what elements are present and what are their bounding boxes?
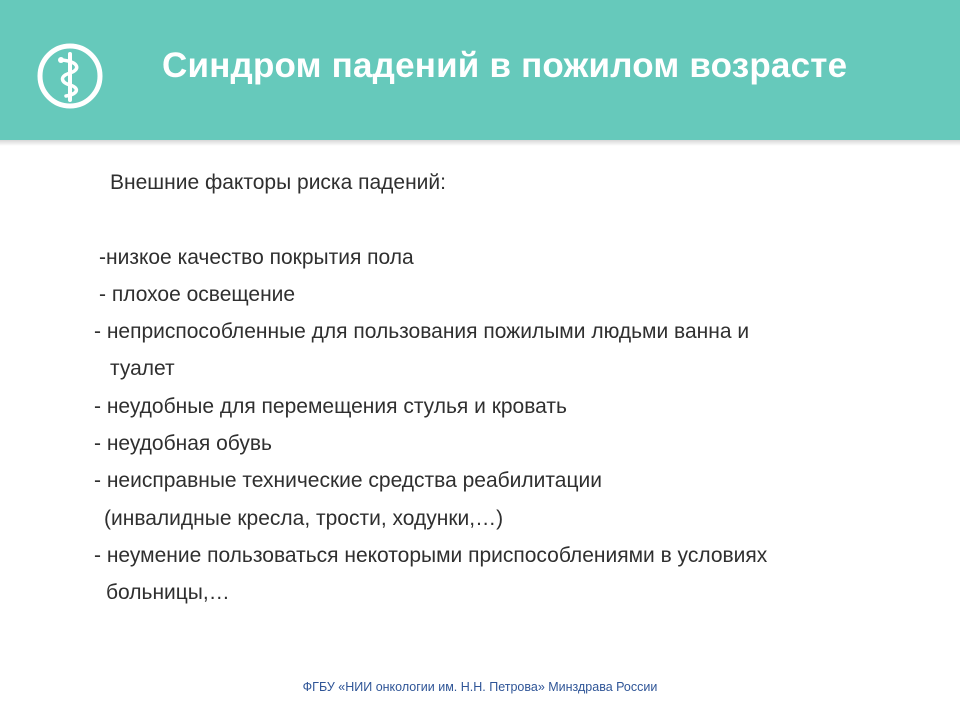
list-item: - неудобные для перемещения стулья и кровать (94, 395, 567, 418)
slide-title: Синдром падений в пожилом возрасте (162, 46, 848, 85)
list-item: - неудобная обувь (94, 432, 272, 455)
content-heading: Внешние факторы риска падений: (110, 171, 446, 194)
list-item-continuation: больницы,… (106, 581, 230, 604)
footer-institution: ФГБУ «НИИ онкологии им. Н.Н. Петрова» Минздрава России (302, 680, 658, 694)
list-item: - плохое освещение (99, 283, 296, 306)
list-item: - неисправные технические средства реабилитации (94, 469, 602, 492)
list-item-continuation: (инвалидные кресла, трости, ходунки,…) (104, 507, 504, 530)
list-item: - неприспособленные для пользования пожилыми людьми ванна и (94, 320, 750, 343)
list-item-continuation: туалет (110, 357, 175, 380)
list-item: -низкое качество покрытия пола (99, 246, 414, 269)
list-item: - неумение пользоваться некоторыми приспособлениями в условиях (94, 544, 768, 567)
